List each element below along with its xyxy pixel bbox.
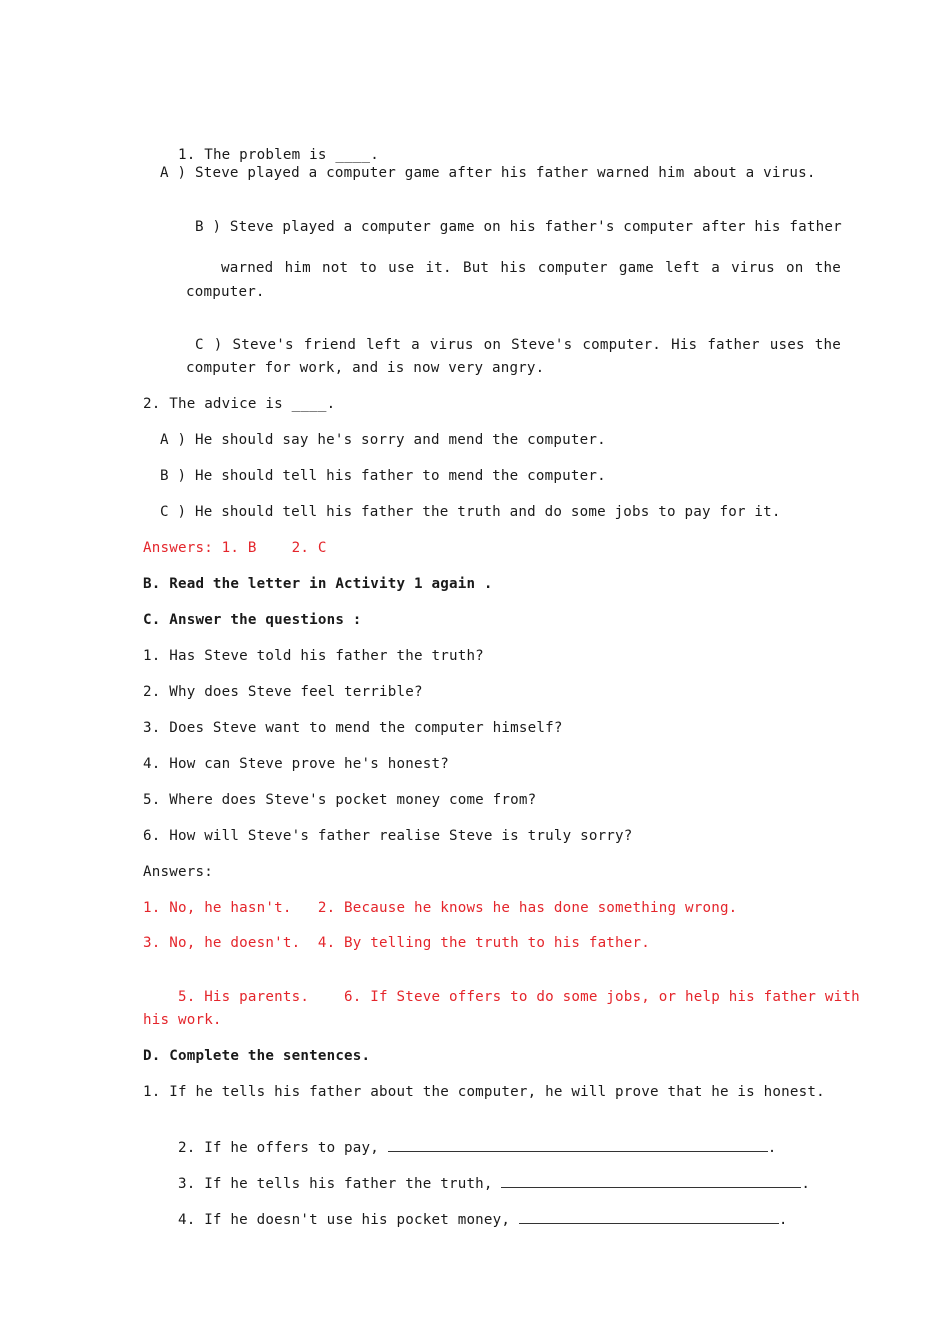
answer-line-3 [143, 970, 860, 1024]
q1-option-b-line1-text: B ) Steve played a computer game on his father's computer after his father [194, 219, 842, 235]
q1-number: 1. [177, 147, 196, 163]
section-c-heading: C. Answer the questions : [143, 612, 362, 628]
question-3: 3. Does Steve want to mend the computer himself? [143, 720, 563, 736]
answer-line-3-text: 5. His parents. 6. If Steve offers to do some jobs, or help his father with [177, 989, 860, 1005]
q1-text: The problem is ____. [204, 147, 380, 163]
q1-option-c-line1-text: C ) Steve's friend left a virus on Steve's computer. His father uses the [194, 337, 842, 353]
sentence-1: 1. If he tells his father about the computer, he will prove that he is honest. [143, 1084, 825, 1100]
question-4: 4. How can Steve prove he's honest? [143, 756, 449, 772]
section-a-answers: Answers: 1. B 2. C [143, 540, 327, 556]
question-6: 6. How will Steve's father realise Steve is truly sorry? [143, 828, 633, 844]
answer-line-1: 1. No, he hasn't. 2. Because he knows he has done something wrong. [143, 900, 738, 916]
sentence-2-blank[interactable] [388, 1137, 768, 1152]
section-d-heading: D. Complete the sentences. [143, 1048, 371, 1064]
sentence-2-prompt: 2. If he offers to pay, [177, 1140, 380, 1156]
q1-option-c-line2: computer for work, and is now very angry. [186, 360, 545, 376]
sentence-4-blank[interactable] [519, 1209, 779, 1224]
sentence-4 [143, 1191, 788, 1247]
q2-option-b: B ) He should tell his father to mend the computer. [160, 468, 606, 484]
section-b-heading: B. Read the letter in Activity 1 again . [143, 576, 493, 592]
sentence-4-prompt: 4. If he doesn't use his pocket money, [177, 1212, 511, 1228]
answers-label: Answers: [143, 864, 213, 880]
answer-line-4: his work. [143, 1012, 222, 1028]
question-2: 2. Why does Steve feel terrible? [143, 684, 423, 700]
q2-stem: 2. The advice is ____. [143, 396, 336, 412]
question-1: 1. Has Steve told his father the truth? [143, 648, 484, 664]
q1-option-a: A ) Steve played a computer game after his father warned him about a virus. [160, 165, 816, 181]
q1-option-b-line2 [186, 241, 841, 295]
q1-option-b-line3: computer. [186, 284, 265, 300]
sentence-2-period: . [767, 1140, 777, 1156]
question-5: 5. Where does Steve's pocket money come from? [143, 792, 537, 808]
sentence-3-prompt: 3. If he tells his father the truth, [177, 1176, 493, 1192]
q2-option-a: A ) He should say he's sorry and mend the computer. [160, 432, 606, 448]
sentence-3-period: . [801, 1176, 811, 1192]
sentence-4-period: . [778, 1212, 788, 1228]
answer-line-2: 3. No, he doesn't. 4. By telling the truth to his father. [143, 935, 651, 951]
q2-option-c: C ) He should tell his father the truth and do some jobs to pay for it. [160, 504, 781, 520]
q1-option-b-line2-text: warned him not to use it. But his computer game left a virus on the [220, 260, 841, 276]
sentence-3-blank[interactable] [501, 1173, 801, 1188]
